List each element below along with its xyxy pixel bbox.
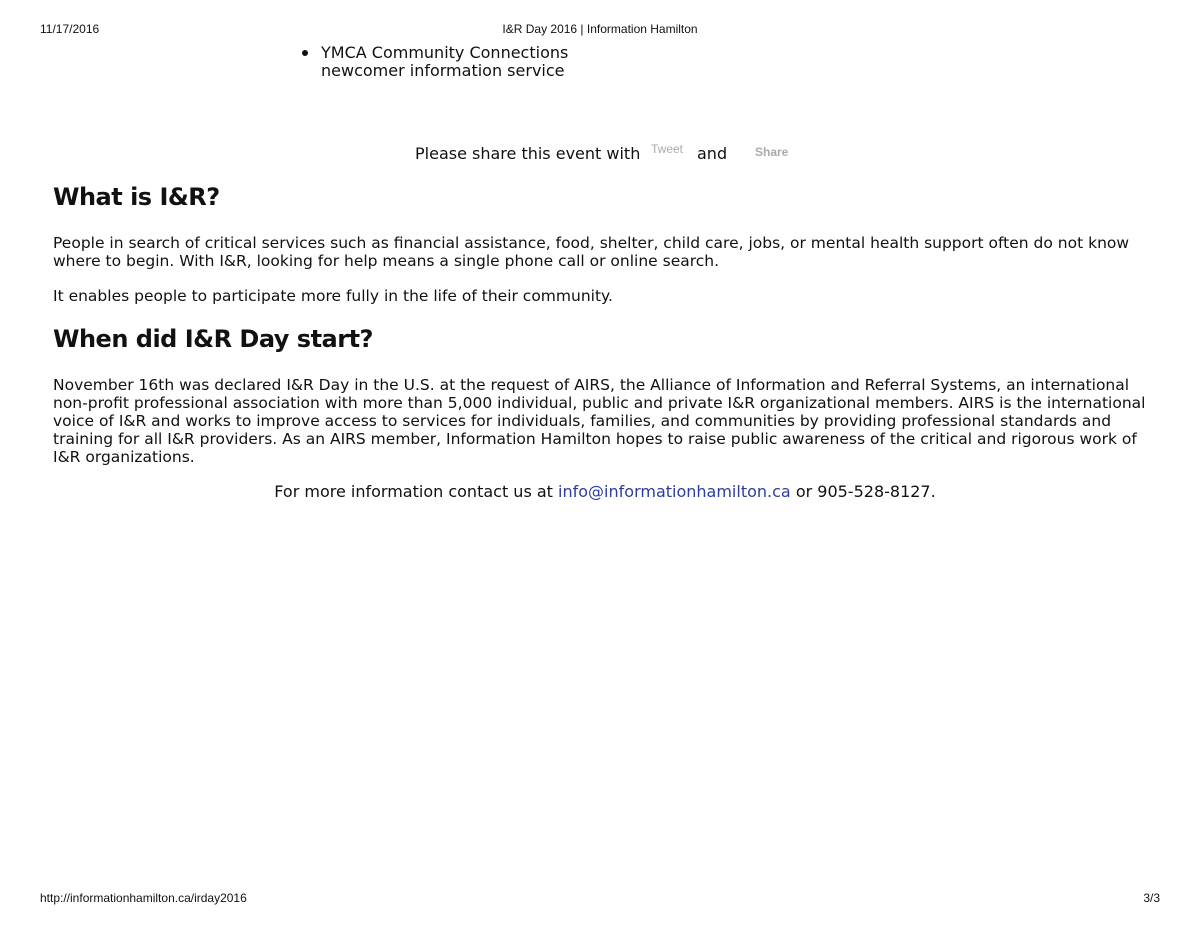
section-heading-ir-day-start: When did I&R Day start? (53, 325, 373, 353)
print-header-date: 11/17/2016 (40, 22, 100, 36)
service-list (300, 44, 581, 80)
paragraph: November 16th was declared I&R Day in the U.S. at the request of AIRS, the Alliance of Information and Referral Systems, an international non-profit professional association with more than 5,000 individual, public and private I&R organizational members. AIRS is the international voice of I&R and works to improve access to services for individuals, families, and communities by providing professional standards and training for all I&R providers. As an AIRS member, Information Hamilton hopes to raise public awareness of the critical and rigorous work of I&R organizations. (53, 376, 1146, 466)
print-header-title: I&R Day 2016 | Information Hamilton (502, 22, 698, 36)
facebook-share-button[interactable]: Share (755, 145, 789, 159)
email-link[interactable]: info@informationhamilton.ca (558, 482, 791, 501)
contact-prefix: For more information contact us at (274, 482, 553, 501)
paragraph: It enables people to participate more fully in the life of their community. (53, 287, 613, 305)
section-heading-what-is-ir: What is I&R? (53, 183, 220, 211)
print-footer-url: http://informationhamilton.ca/irday2016 (40, 891, 247, 905)
contact-line (0, 482, 1200, 501)
paragraph: People in search of critical services such as financial assistance, food, shelter, child care, jobs, or mental health support often do not know where to begin. With I&R, looking for help means a single phone call or online search. (53, 234, 1130, 270)
print-footer-page-number: 3/3 (1143, 891, 1160, 905)
list-item: YMCA Community Connections newcomer information service (300, 44, 581, 80)
contact-suffix: or 905-528-8127. (795, 482, 936, 501)
share-prompt: Please share this event with (415, 144, 641, 163)
share-conjunction: and (697, 144, 728, 163)
tweet-button[interactable]: Tweet (651, 142, 684, 156)
